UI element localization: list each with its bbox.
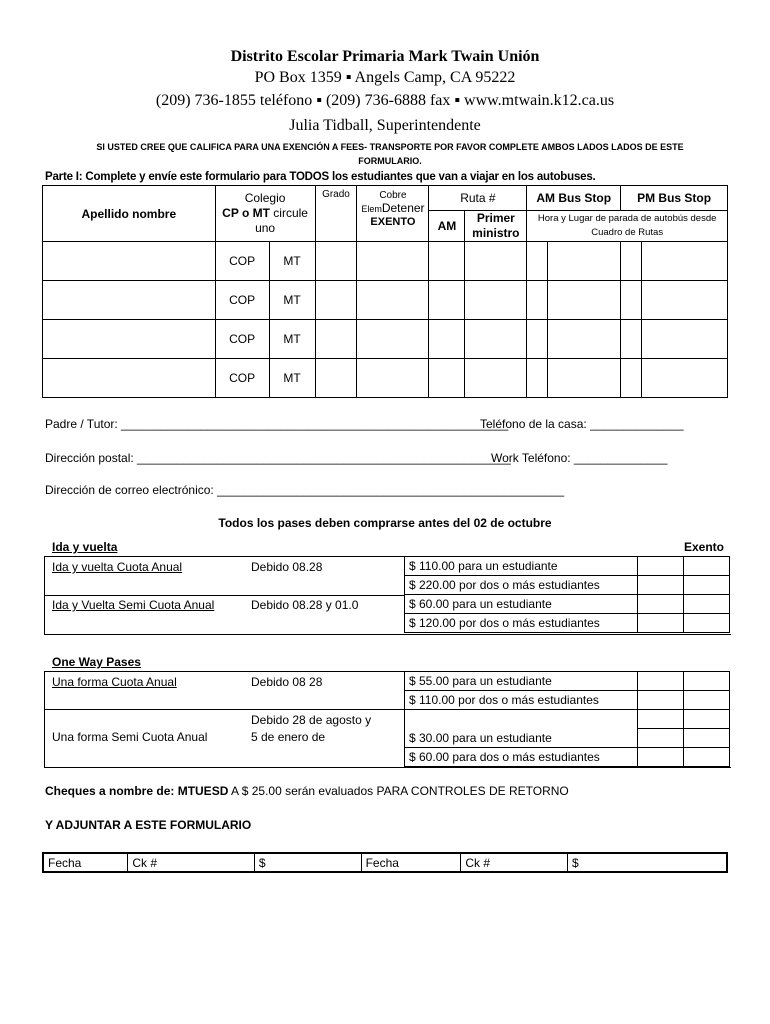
- divider: [44, 595, 404, 596]
- price-one-student: $ 55.00 para un estudiante: [405, 672, 638, 691]
- am-stop-cell-a[interactable]: [527, 242, 548, 281]
- check-date-field[interactable]: Fecha: [361, 853, 461, 872]
- checkbox-cell[interactable]: [638, 729, 684, 748]
- am-stop-cell-a[interactable]: [527, 359, 548, 398]
- am-route-cell[interactable]: [429, 359, 465, 398]
- exempt-cell[interactable]: [357, 320, 429, 359]
- col-exempt-exento: EXENTO: [370, 216, 416, 228]
- table-row: [43, 320, 728, 359]
- school-mt-option[interactable]: MT: [269, 242, 315, 281]
- col-route-header: Ruta #: [429, 186, 527, 211]
- price-one-student: $ 60.00 para un estudiante: [405, 595, 638, 614]
- first-route-cell[interactable]: [465, 281, 527, 320]
- am-stop-cell-b[interactable]: [548, 359, 621, 398]
- spacer-cell: [684, 710, 730, 729]
- pm-stop-cell-a[interactable]: [621, 359, 642, 398]
- exempt-checkbox-cell[interactable]: [684, 729, 730, 748]
- col-exempt-line1: Cobre: [379, 190, 407, 201]
- student-name-cell[interactable]: [43, 242, 216, 281]
- superintendent: Julia Tidball, Superintendente: [289, 117, 481, 134]
- price-one-student: $ 30.00 para un estudiante: [405, 729, 638, 748]
- col-exempt-header: [357, 186, 429, 242]
- parent-field[interactable]: Padre / Tutor: __________________________________________________________: [45, 417, 509, 431]
- spacer-cell: [405, 710, 638, 729]
- oneway-semi-label: Una forma Semi Cuota Anual: [52, 730, 208, 744]
- first-route-cell[interactable]: [465, 320, 527, 359]
- one-way-title: One Way Pases: [52, 655, 141, 669]
- exempt-checkbox-cell[interactable]: [684, 595, 730, 614]
- table-row: [43, 359, 728, 398]
- am-route-cell[interactable]: [429, 320, 465, 359]
- checkbox-cell[interactable]: [638, 748, 684, 767]
- exemption-notice-line1: SI USTED CREE QUE CALIFICA PARA UNA EXENCIÓN A FEES- TRANSPORTE POR FAVOR COMPLETE AMBOS LADOS LADOS DE ESTE: [96, 142, 684, 152]
- exempt-checkbox-cell[interactable]: [684, 576, 730, 595]
- am-stop-cell-b[interactable]: [548, 281, 621, 320]
- check-number-field[interactable]: Ck #: [461, 853, 568, 872]
- oneway-annual-due: Debido 08 28: [251, 675, 323, 689]
- price-two-students: $ 60.00 para dos o más estudiantes: [405, 748, 638, 767]
- grade-cell[interactable]: [315, 359, 357, 398]
- am-stop-cell-a[interactable]: [527, 281, 548, 320]
- am-stop-cell-b[interactable]: [548, 242, 621, 281]
- checkbox-cell[interactable]: [638, 691, 684, 710]
- school-mt-option[interactable]: MT: [269, 359, 315, 398]
- pm-stop-cell-a[interactable]: [621, 281, 642, 320]
- district-contact: (209) 736-1855 teléfono ▪ (209) 736-6888 fax ▪ www.mtwain.k12.ca.us: [155, 92, 615, 109]
- col-first-line1: Primer: [476, 211, 515, 225]
- student-table: [42, 185, 728, 398]
- col-pm-stop-header: PM Bus Stop: [621, 186, 728, 211]
- price-two-students: $ 220.00 por dos o más estudiantes: [405, 576, 638, 595]
- grade-cell[interactable]: [315, 281, 357, 320]
- school-cop-option[interactable]: COP: [215, 359, 269, 398]
- pm-stop-cell-b[interactable]: [642, 281, 728, 320]
- table-row: [43, 281, 728, 320]
- col-school-line3: uno: [255, 221, 276, 235]
- col-name-header: Apellido nombre: [43, 186, 216, 242]
- district-title: Distrito Escolar Primaria Mark Twain Unión: [230, 48, 540, 65]
- postal-address-field[interactable]: Dirección postal: ________________________________________________________: [45, 451, 511, 465]
- exemption-notice-line2: FORMULARIO.: [358, 156, 422, 166]
- student-name-cell[interactable]: [43, 320, 216, 359]
- checkbox-cell[interactable]: [638, 672, 684, 691]
- am-stop-cell-a[interactable]: [527, 320, 548, 359]
- check-amount-field[interactable]: $: [254, 853, 361, 872]
- col-school-cp-mt: CP o MT: [222, 206, 270, 220]
- col-school-circle: circule: [273, 206, 308, 220]
- divider: [44, 709, 404, 710]
- exempt-checkbox-cell[interactable]: [684, 614, 730, 633]
- school-mt-option[interactable]: MT: [269, 320, 315, 359]
- exempt-label: Exento: [684, 540, 725, 554]
- col-exempt-elem: Elem: [361, 204, 382, 214]
- col-exempt-detener: Detener: [381, 201, 425, 215]
- col-stop-desc: Hora y Lugar de parada de autobús desde Cuadro de Rutas: [527, 211, 728, 242]
- round-annual-due: Debido 08.28: [251, 560, 323, 574]
- round-trip-title: Ida y vuelta: [52, 540, 118, 554]
- col-school-line2: [216, 206, 315, 221]
- exempt-checkbox-cell[interactable]: [684, 672, 730, 691]
- pm-stop-cell-b[interactable]: [642, 320, 728, 359]
- attach-instruction: Y ADJUNTAR A ESTE FORMULARIO: [45, 818, 252, 832]
- first-route-cell[interactable]: [465, 242, 527, 281]
- round-annual-label: Ida y vuelta Cuota Anual: [52, 560, 183, 574]
- grade-cell[interactable]: [315, 320, 357, 359]
- round-semi-due: Debido 08.28 y 01.0: [251, 598, 359, 612]
- round-trip-price-table: [404, 556, 730, 633]
- returned-check-fee: A $ 25.00 serán evaluados PARA CONTROLES DE RETORNO: [231, 784, 569, 798]
- spacer-cell: [638, 710, 684, 729]
- checks-payable: [45, 784, 569, 798]
- exempt-cell[interactable]: [357, 359, 429, 398]
- col-school-line1: Colegio: [244, 191, 286, 205]
- col-exempt-line2: [357, 202, 428, 216]
- exempt-checkbox-cell[interactable]: [684, 748, 730, 767]
- check-table: [42, 852, 728, 873]
- exempt-checkbox-cell[interactable]: [684, 557, 730, 576]
- checkbox-cell[interactable]: [638, 557, 684, 576]
- student-name-cell[interactable]: [43, 281, 216, 320]
- exempt-cell[interactable]: [357, 242, 429, 281]
- am-stop-cell-b[interactable]: [548, 320, 621, 359]
- check-number-field[interactable]: Ck #: [128, 853, 255, 872]
- checkbox-cell[interactable]: [638, 614, 684, 633]
- oneway-annual-label: Una forma Cuota Anual: [52, 675, 177, 689]
- pm-stop-cell-a[interactable]: [621, 320, 642, 359]
- work-phone-field[interactable]: Work Teléfono: ______________: [491, 451, 668, 465]
- school-cop-option[interactable]: COP: [215, 242, 269, 281]
- pm-stop-cell-b[interactable]: [642, 359, 728, 398]
- price-two-students: $ 110.00 por dos o más estudiantes: [405, 691, 638, 710]
- exempt-checkbox-cell[interactable]: [684, 691, 730, 710]
- part1-instruction: Parte I: Complete y envíe este formulario para TODOS los estudiantes que van a viajar en los autobuses.: [45, 171, 596, 183]
- table-row: [43, 242, 728, 281]
- pm-stop-cell-b[interactable]: [642, 242, 728, 281]
- first-route-cell[interactable]: [465, 359, 527, 398]
- am-route-cell[interactable]: [429, 242, 465, 281]
- price-two-students: $ 120.00 por dos o más estudiantes: [405, 614, 638, 633]
- col-first-line2: ministro: [472, 226, 520, 240]
- round-semi-label: Ida y Vuelta Semi Cuota Anual: [52, 598, 215, 612]
- divider: [44, 556, 404, 557]
- col-school-header: [215, 186, 315, 242]
- oneway-semi-due-line2: 5 de enero de: [251, 730, 326, 744]
- oneway-semi-due-line1: Debido 28 de agosto y: [251, 713, 372, 727]
- school-cop-option[interactable]: COP: [215, 320, 269, 359]
- col-am-header: AM: [429, 211, 465, 242]
- col-first-header: [465, 211, 527, 242]
- home-phone-field[interactable]: Teléfono de la casa: ______________: [480, 417, 684, 431]
- checkbox-cell[interactable]: [638, 576, 684, 595]
- grade-cell[interactable]: [315, 242, 357, 281]
- pm-stop-cell-a[interactable]: [621, 242, 642, 281]
- school-cop-option[interactable]: COP: [215, 281, 269, 320]
- deadline-notice: Todos los pases deben comprarse antes del 02 de octubre: [218, 516, 552, 530]
- checks-payable-to: Cheques a nombre de: MTUESD: [45, 784, 229, 798]
- price-one-student: $ 110.00 para un estudiante: [405, 557, 638, 576]
- student-name-cell[interactable]: [43, 359, 216, 398]
- am-route-cell[interactable]: [429, 281, 465, 320]
- check-date-field[interactable]: Fecha: [43, 853, 128, 872]
- district-address: PO Box 1359 ▪ Angels Camp, CA 95222: [254, 69, 516, 86]
- exempt-cell[interactable]: [357, 281, 429, 320]
- email-field[interactable]: Dirección de correo electrónico: ____________________________________________________: [45, 483, 565, 497]
- col-am-stop-header: AM Bus Stop: [527, 186, 621, 211]
- check-amount-field[interactable]: $: [568, 853, 728, 872]
- one-way-price-table: [404, 671, 730, 767]
- checkbox-cell[interactable]: [638, 595, 684, 614]
- col-grade-header: Grado: [315, 186, 357, 242]
- school-mt-option[interactable]: MT: [269, 281, 315, 320]
